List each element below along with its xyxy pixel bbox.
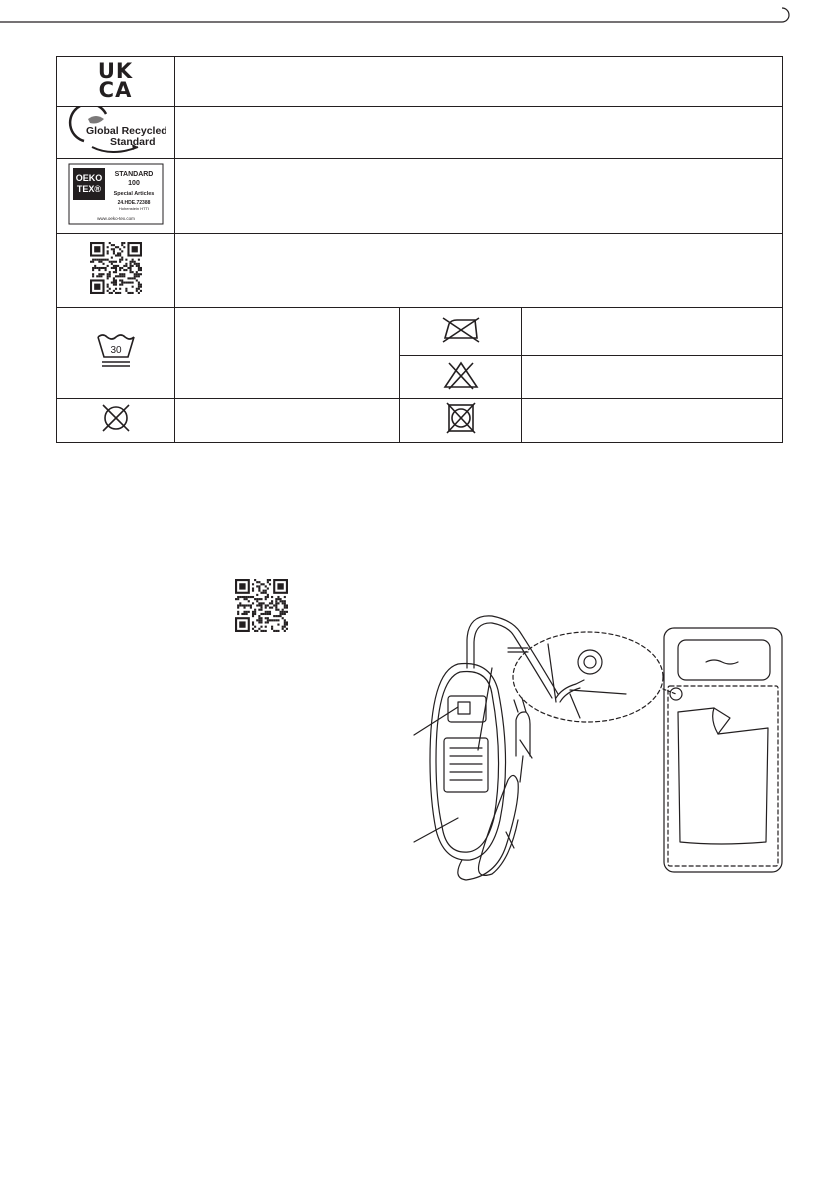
duvet bbox=[678, 708, 768, 844]
svg-text:Standard: Standard bbox=[109, 136, 156, 148]
svg-text:OEKO: OEKO bbox=[75, 172, 102, 183]
bed-frame bbox=[664, 628, 782, 872]
svg-text:Hohenstein HTTI: Hohenstein HTTI bbox=[118, 205, 149, 211]
power-button bbox=[458, 702, 470, 714]
svg-text:Special Articles: Special Articles bbox=[113, 190, 154, 197]
pillow bbox=[678, 640, 770, 680]
callout-line-body bbox=[414, 818, 458, 842]
controller-display bbox=[448, 696, 486, 722]
controller-cable bbox=[467, 616, 558, 694]
svg-text:STANDARD: STANDARD bbox=[114, 170, 153, 178]
connector-detail-zoom bbox=[513, 632, 663, 722]
blanket-connector bbox=[670, 688, 682, 700]
svg-text:TEX®: TEX® bbox=[76, 183, 101, 194]
power-plug bbox=[516, 712, 530, 756]
controller-buttons-panel bbox=[444, 738, 488, 792]
ukca-mark-icon: UK CA bbox=[97, 58, 134, 102]
callout-line-display bbox=[414, 707, 458, 735]
svg-text:30: 30 bbox=[109, 344, 122, 356]
svg-text:100: 100 bbox=[127, 179, 140, 187]
svg-text:www.oeko-tex.com: www.oeko-tex.com bbox=[96, 215, 135, 221]
controller-body bbox=[430, 664, 506, 861]
connector-socket bbox=[578, 650, 602, 674]
svg-text:Global Recycled: Global Recycled bbox=[85, 125, 166, 137]
svg-text:24.HDE.72388: 24.HDE.72388 bbox=[117, 199, 150, 206]
controller-cable-inner bbox=[474, 623, 552, 698]
